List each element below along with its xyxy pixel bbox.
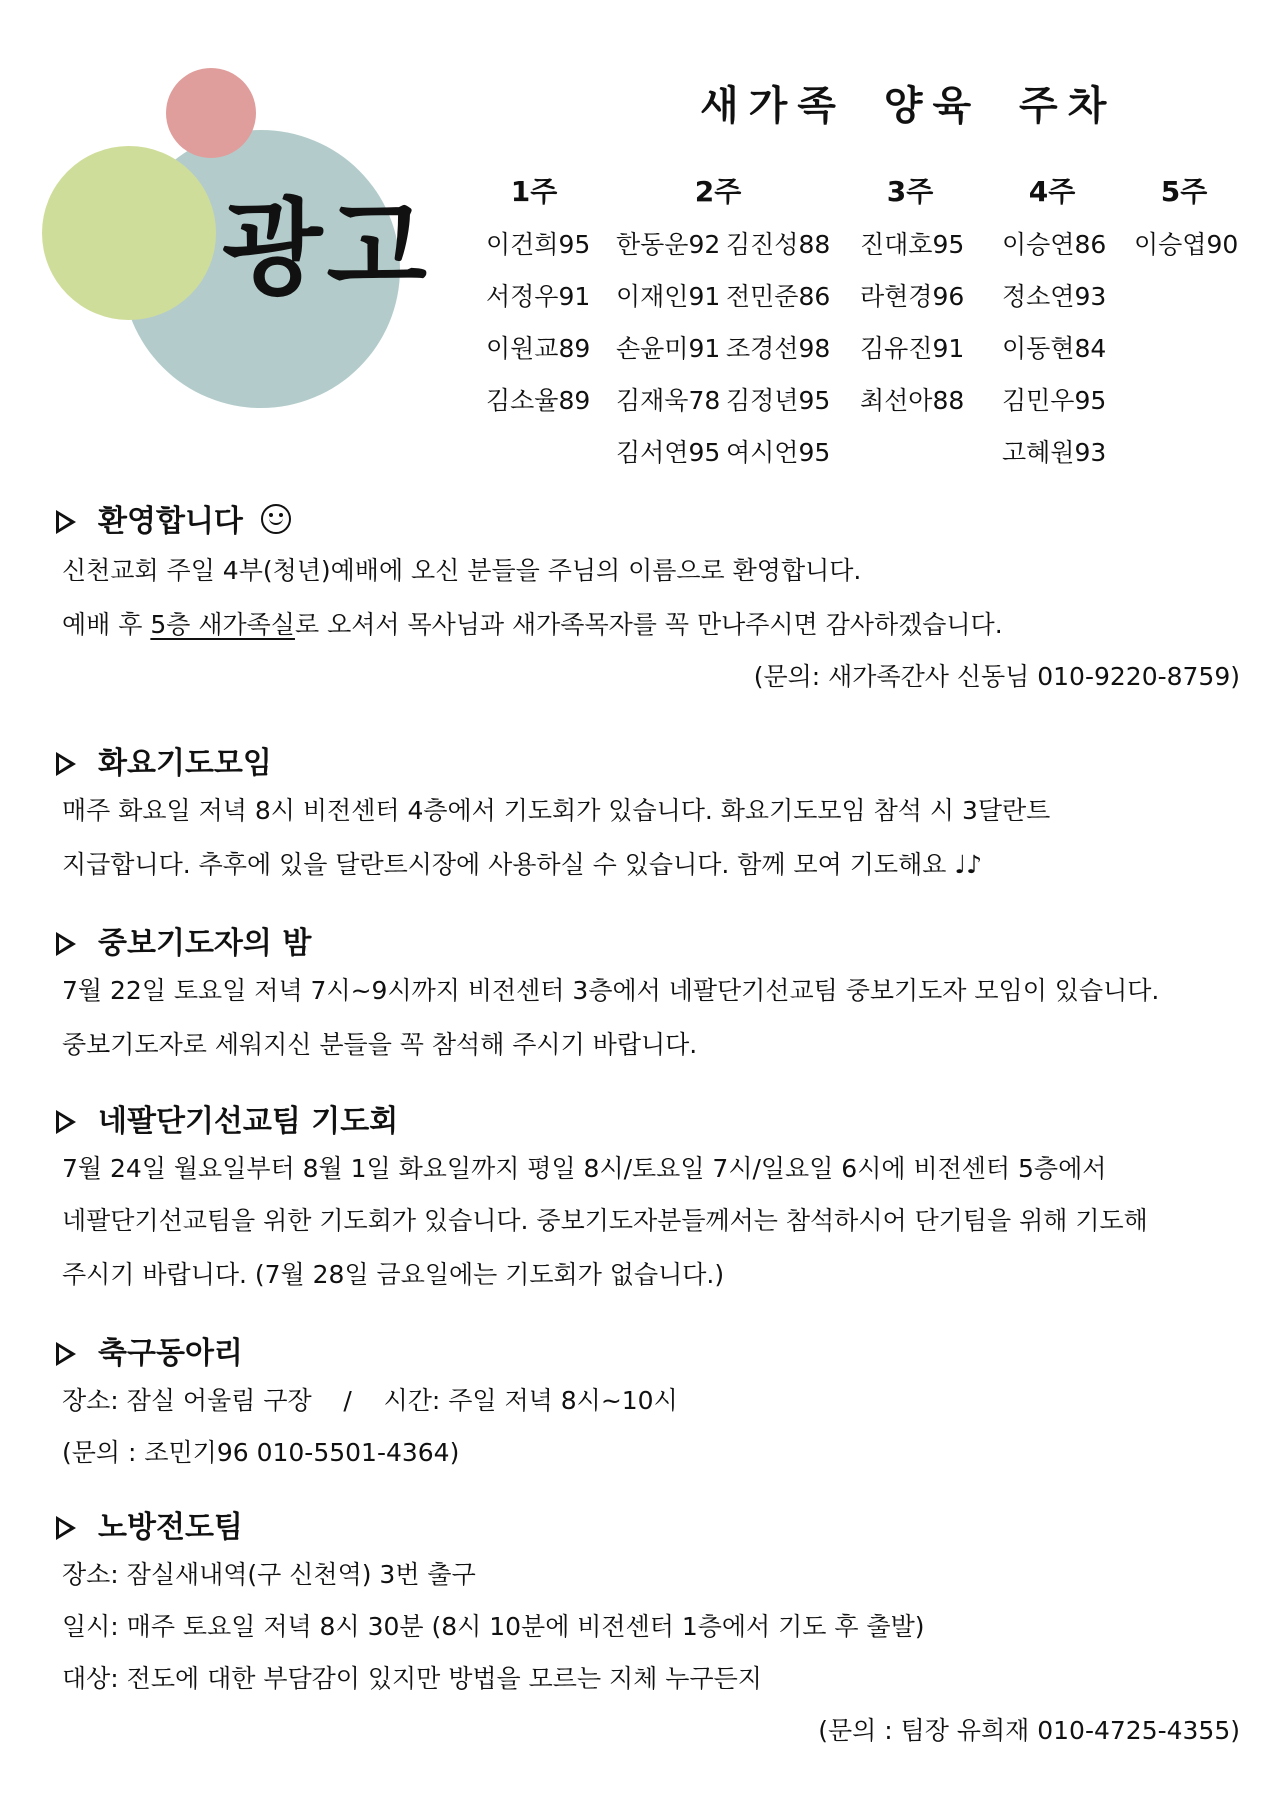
week-1-header: 1주 bbox=[510, 175, 558, 208]
week-2-name: 김진성88 bbox=[726, 230, 831, 259]
tuesday-line-1: 매주 화요일 저녁 8시 비전센터 4층에서 기도회가 있습니다. 화요기도모임 참석 시 3달란트 bbox=[62, 796, 1051, 825]
week-1-name: 이원교89 bbox=[486, 334, 591, 363]
soccer-contact: (문의 : 조민기96 010-5501-4364) bbox=[62, 1438, 460, 1467]
triangle-right-icon bbox=[56, 1516, 76, 1540]
week-3-name: 최선아88 bbox=[860, 386, 965, 415]
week-2-name: 이재인91 bbox=[616, 282, 721, 311]
triangle-right-icon bbox=[56, 752, 76, 776]
week-2-name: 여시언95 bbox=[726, 438, 831, 467]
nepal-title: 네팔단기선교팀 기도회 bbox=[98, 1104, 399, 1139]
welcome-line-2-end: 로 오셔서 목사님과 새가족목자를 꼭 만나주시면 감사하겠습니다. bbox=[294, 610, 1003, 639]
triangle-right-icon bbox=[56, 1342, 76, 1366]
welcome-heading bbox=[56, 496, 291, 540]
week-3-name: 김유진91 bbox=[860, 334, 965, 363]
triangle-right-icon bbox=[56, 510, 76, 534]
week-5-header: 5주 bbox=[1160, 175, 1208, 208]
nepal-line-2: 네팔단기선교팀을 위한 기도회가 있습니다. 중보기도자분들께서는 참석하시어 단기팀을 위해 기도해 bbox=[62, 1206, 1148, 1235]
week-2-name: 김정년95 bbox=[726, 386, 831, 415]
intercessor-line-1: 7월 22일 토요일 저녁 7시~9시까지 비전센터 3층에서 네팔단기선교팀 중보기도자 모임이 있습니다. bbox=[62, 976, 1160, 1005]
nepal-heading bbox=[56, 1096, 398, 1140]
tuesday-line-2: 지급합니다. 추후에 있을 달란트시장에 사용하실 수 있습니다. 함께 모여 기도해요 ♩♪ bbox=[62, 850, 983, 879]
week-3-name: 진대호95 bbox=[860, 230, 965, 259]
smiley-icon bbox=[261, 504, 291, 534]
welcome-line-2 bbox=[62, 612, 1003, 637]
intercessor-heading bbox=[56, 918, 311, 962]
week-2-name: 김재욱78 bbox=[616, 386, 721, 415]
week-2-name: 전민준86 bbox=[726, 282, 831, 311]
week-2-name: 한동운92 bbox=[616, 230, 721, 259]
nepal-line-3: 주시기 바랍니다. (7월 28일 금요일에는 기도회가 없습니다.) bbox=[62, 1260, 725, 1289]
week-4-name: 김민우95 bbox=[1002, 386, 1107, 415]
welcome-line-1: 신천교회 주일 4부(청년)예배에 오신 분들을 주님의 이름으로 환영합니다. bbox=[62, 556, 862, 585]
triangle-right-icon bbox=[56, 932, 76, 956]
week-4-name: 고혜원93 bbox=[1002, 438, 1107, 467]
week-3-header: 3주 bbox=[886, 175, 934, 208]
evangelism-heading bbox=[56, 1502, 243, 1546]
logo-title: 광고 bbox=[222, 187, 431, 309]
week-4-header: 4주 bbox=[1028, 175, 1076, 208]
announcement-logo bbox=[0, 0, 470, 430]
intercessor-title: 중보기도자의 밤 bbox=[98, 926, 312, 961]
green-circle bbox=[42, 146, 216, 320]
evangelism-line-2: 일시: 매주 토요일 저녁 8시 30분 (8시 10분에 비전센터 1층에서 기도 후 출발) bbox=[62, 1612, 925, 1641]
week-1-name: 이건희95 bbox=[486, 230, 591, 259]
week-1-name: 김소율89 bbox=[486, 386, 591, 415]
evangelism-line-3: 대상: 전도에 대한 부담감이 있지만 방법을 모르는 지체 누구든지 bbox=[62, 1664, 762, 1693]
welcome-title: 환영합니다 bbox=[98, 504, 243, 539]
week-2-header: 2주 bbox=[694, 175, 742, 208]
soccer-heading bbox=[56, 1328, 243, 1372]
tuesday-title: 화요기도모임 bbox=[98, 746, 272, 781]
welcome-line-2-start: 예배 후 bbox=[62, 610, 151, 639]
evangelism-line-1: 장소: 잠실새내역(구 신천역) 3번 출구 bbox=[62, 1560, 476, 1589]
week-4-name: 이승연86 bbox=[1002, 230, 1107, 259]
intercessor-line-2: 중보기도자로 세워지신 분들을 꼭 참석해 주시기 바랍니다. bbox=[62, 1030, 698, 1059]
pink-circle bbox=[166, 68, 256, 158]
evangelism-contact: (문의 : 팀장 유희재 010-4725-4355) bbox=[818, 1716, 1240, 1745]
week-2-name: 조경선98 bbox=[726, 334, 831, 363]
week-5-name: 이승엽90 bbox=[1134, 230, 1239, 259]
new-family-room: 5층 새가족실 bbox=[150, 610, 295, 639]
new-family-title: 새가족 양육 주차 bbox=[700, 83, 1117, 129]
welcome-contact: (문의: 새가족간사 신동님 010-9220-8759) bbox=[753, 662, 1240, 691]
week-2-name: 김서연95 bbox=[616, 438, 721, 467]
tuesday-heading bbox=[56, 738, 272, 782]
soccer-line-1: 장소: 잠실 어울림 구장 / 시간: 주일 저녁 8시~10시 bbox=[62, 1386, 678, 1415]
evangelism-title: 노방전도팀 bbox=[98, 1510, 243, 1545]
week-1-name: 서정우91 bbox=[486, 282, 591, 311]
week-2-name: 손윤미91 bbox=[616, 334, 721, 363]
week-3-name: 라현경96 bbox=[860, 282, 965, 311]
week-4-name: 정소연93 bbox=[1002, 282, 1107, 311]
nepal-line-1: 7월 24일 월요일부터 8월 1일 화요일까지 평일 8시/토요일 7시/일요일 6시에 비전센터 5층에서 bbox=[62, 1154, 1107, 1183]
week-4-name: 이동현84 bbox=[1002, 334, 1107, 363]
triangle-right-icon bbox=[56, 1110, 76, 1134]
soccer-title: 축구동아리 bbox=[98, 1336, 243, 1371]
